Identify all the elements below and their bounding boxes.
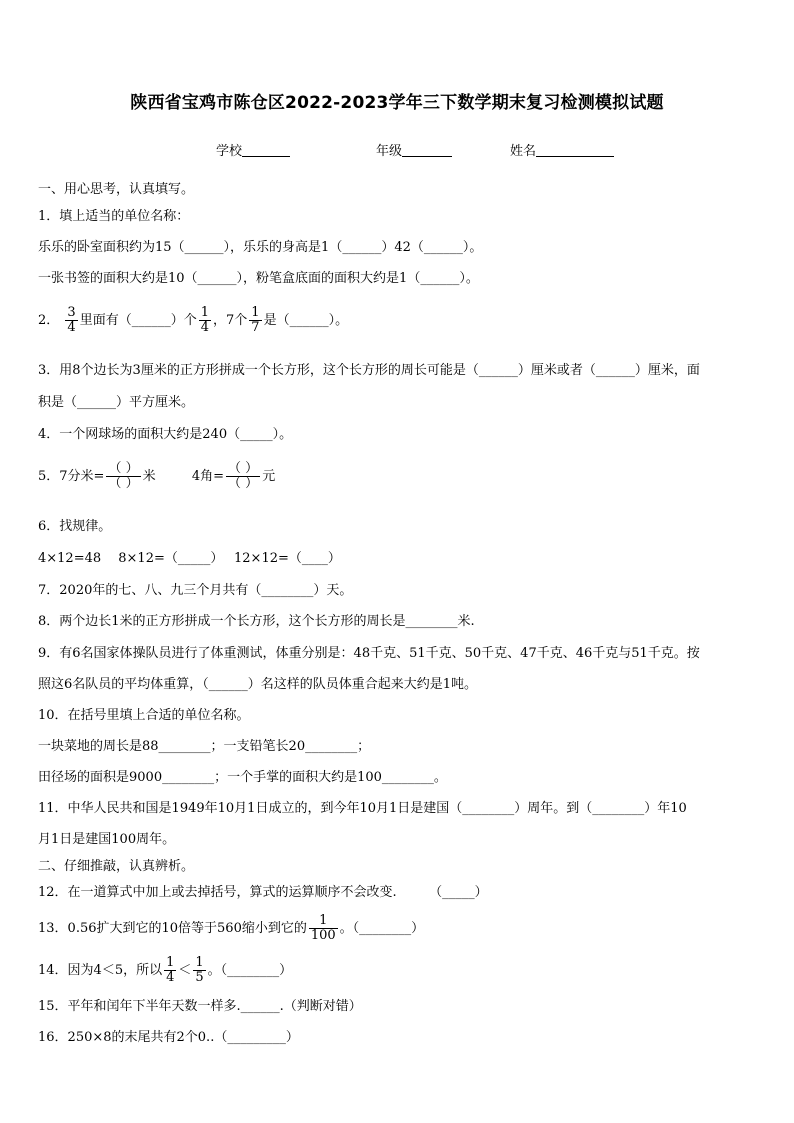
q9-line2: 照这6名队员的平均体重算，（______）名这样的队员体重合起来大约是1吨。 xyxy=(38,677,478,692)
school-field xyxy=(216,140,290,159)
q10-line2: 田径场的面积是9000________；一个手掌的面积大约是100________。 xyxy=(38,770,447,785)
frac-denominator: 7 xyxy=(251,320,260,335)
frac-denominator: 4 xyxy=(67,320,76,335)
name-field xyxy=(510,140,614,159)
q14-operator: ＜ xyxy=(178,963,192,978)
q13-prefix: 13．0.56扩大到它的10倍等于560缩小到它的 xyxy=(38,921,307,936)
q11-line2: 月1日是建国100周年。 xyxy=(38,832,176,847)
name-label: 姓名 xyxy=(510,144,537,159)
q2-fraction-3-4 xyxy=(65,306,77,335)
q5-prefix: 5．7分米= xyxy=(38,469,105,484)
school-blank[interactable] xyxy=(242,143,290,157)
frac-numerator: 1 xyxy=(200,305,209,320)
q1-title: 1．填上适当的单位名称： xyxy=(38,209,190,224)
section-2-heading: 二、仔细推敲，认真辨析。 xyxy=(38,859,195,874)
q12: 12．在一道算式中加上或去掉括号，算式的运算顺序不会改变. （_____） xyxy=(38,885,488,900)
frac-denominator: 4 xyxy=(200,320,209,335)
q13 xyxy=(38,914,424,943)
q10-line1: 一块菜地的周长是88________；一支铅笔长20________； xyxy=(38,739,371,754)
q13-suffix: 。（________） xyxy=(339,921,425,936)
frac-numerator: 1 xyxy=(166,955,175,970)
q14 xyxy=(38,956,292,985)
q5-fraction-1 xyxy=(106,462,140,491)
q8: 8．两个边长1米的正方形拼成一个长方形，这个长方形的周长是________米. xyxy=(38,614,475,629)
q3-line2: 积是（______）平方厘米。 xyxy=(38,395,195,410)
q2-text-2: ，7个 xyxy=(213,313,248,328)
frac-numerator-blank[interactable]: （ ） xyxy=(228,461,259,476)
q13-fraction-1-100 xyxy=(309,914,338,943)
q14-suffix: 。（________） xyxy=(207,963,293,978)
q2-text-1: 里面有（______）个 xyxy=(79,313,197,328)
frac-denominator-blank[interactable]: （ ） xyxy=(228,476,259,491)
q2 xyxy=(38,306,348,335)
q5-fraction-2 xyxy=(226,462,260,491)
frac-denominator: 5 xyxy=(195,970,204,985)
frac-numerator: 1 xyxy=(195,955,204,970)
q2-fraction-1-7 xyxy=(249,306,261,335)
q14-fraction-1-5 xyxy=(193,956,205,985)
q7: 7．2020年的七、八、九三个月共有（________）天。 xyxy=(38,583,353,598)
q16: 16．250×8的末尾共有2个0..（_________） xyxy=(38,1030,299,1045)
q2-suffix: 是（______）。 xyxy=(263,313,349,328)
q2-prefix: 2． xyxy=(38,313,60,328)
q6-line: 4×12=48 8×12=（_____） 12×12=（____） xyxy=(38,551,341,566)
section-1-heading: 一、用心思考，认真填写。 xyxy=(38,182,195,197)
frac-numerator: 3 xyxy=(67,305,76,320)
frac-denominator: 100 xyxy=(310,928,336,943)
q2-fraction-1-4 xyxy=(199,306,211,335)
q5-unit-2: 元 xyxy=(262,469,276,484)
page-title: 陕西省宝鸡市陈仓区2022-2023学年三下数学期末复习检测模拟试题 xyxy=(130,93,664,113)
q1-line2: 一张书签的面积大约是10（______），粉笔盒底面的面积大约是1（______）。 xyxy=(38,271,479,286)
grade-label: 年级 xyxy=(376,144,403,159)
name-blank[interactable] xyxy=(536,143,614,157)
q4: 4．一个网球场的面积大约是240（_____）。 xyxy=(38,427,293,442)
q11-line1: 11．中华人民共和国是1949年10月1日成立的，到今年10月1日是建国（________）周年。到（________）年10 xyxy=(38,801,687,816)
frac-denominator-blank[interactable]: （ ） xyxy=(108,476,139,491)
q10-title: 10．在括号里填上合适的单位名称。 xyxy=(38,708,250,723)
q15: 15．平年和闰年下半年天数一样多.______.（判断对错） xyxy=(38,999,362,1014)
frac-numerator-blank[interactable]: （ ） xyxy=(108,461,139,476)
q3-line1: 3．用8个边长为3厘米的正方形拼成一个长方形，这个长方形的周长可能是（______）厘米或者（______）厘米，面 xyxy=(38,363,700,378)
q14-prefix: 14．因为4＜5，所以 xyxy=(38,963,163,978)
q1-line1: 乐乐的卧室面积约为15（______），乐乐的身高是1（______）42（______）。 xyxy=(38,240,483,255)
frac-denominator: 4 xyxy=(166,970,175,985)
grade-field xyxy=(376,140,452,159)
school-label: 学校 xyxy=(216,144,243,159)
q9-line1: 9．有6名国家体操队员进行了体重测试，体重分别是：48千克、51千克、50千克、47千克、46千克与51千克。按 xyxy=(38,646,700,661)
frac-numerator: 1 xyxy=(319,913,328,928)
q6-title: 6．找规律。 xyxy=(38,519,112,534)
q5 xyxy=(38,462,275,491)
frac-numerator: 1 xyxy=(251,305,260,320)
q14-fraction-1-4 xyxy=(164,956,176,985)
grade-blank[interactable] xyxy=(402,143,452,157)
q5-unit-1: 米 xyxy=(142,469,156,484)
q5-text-2: 4角= xyxy=(191,469,225,484)
